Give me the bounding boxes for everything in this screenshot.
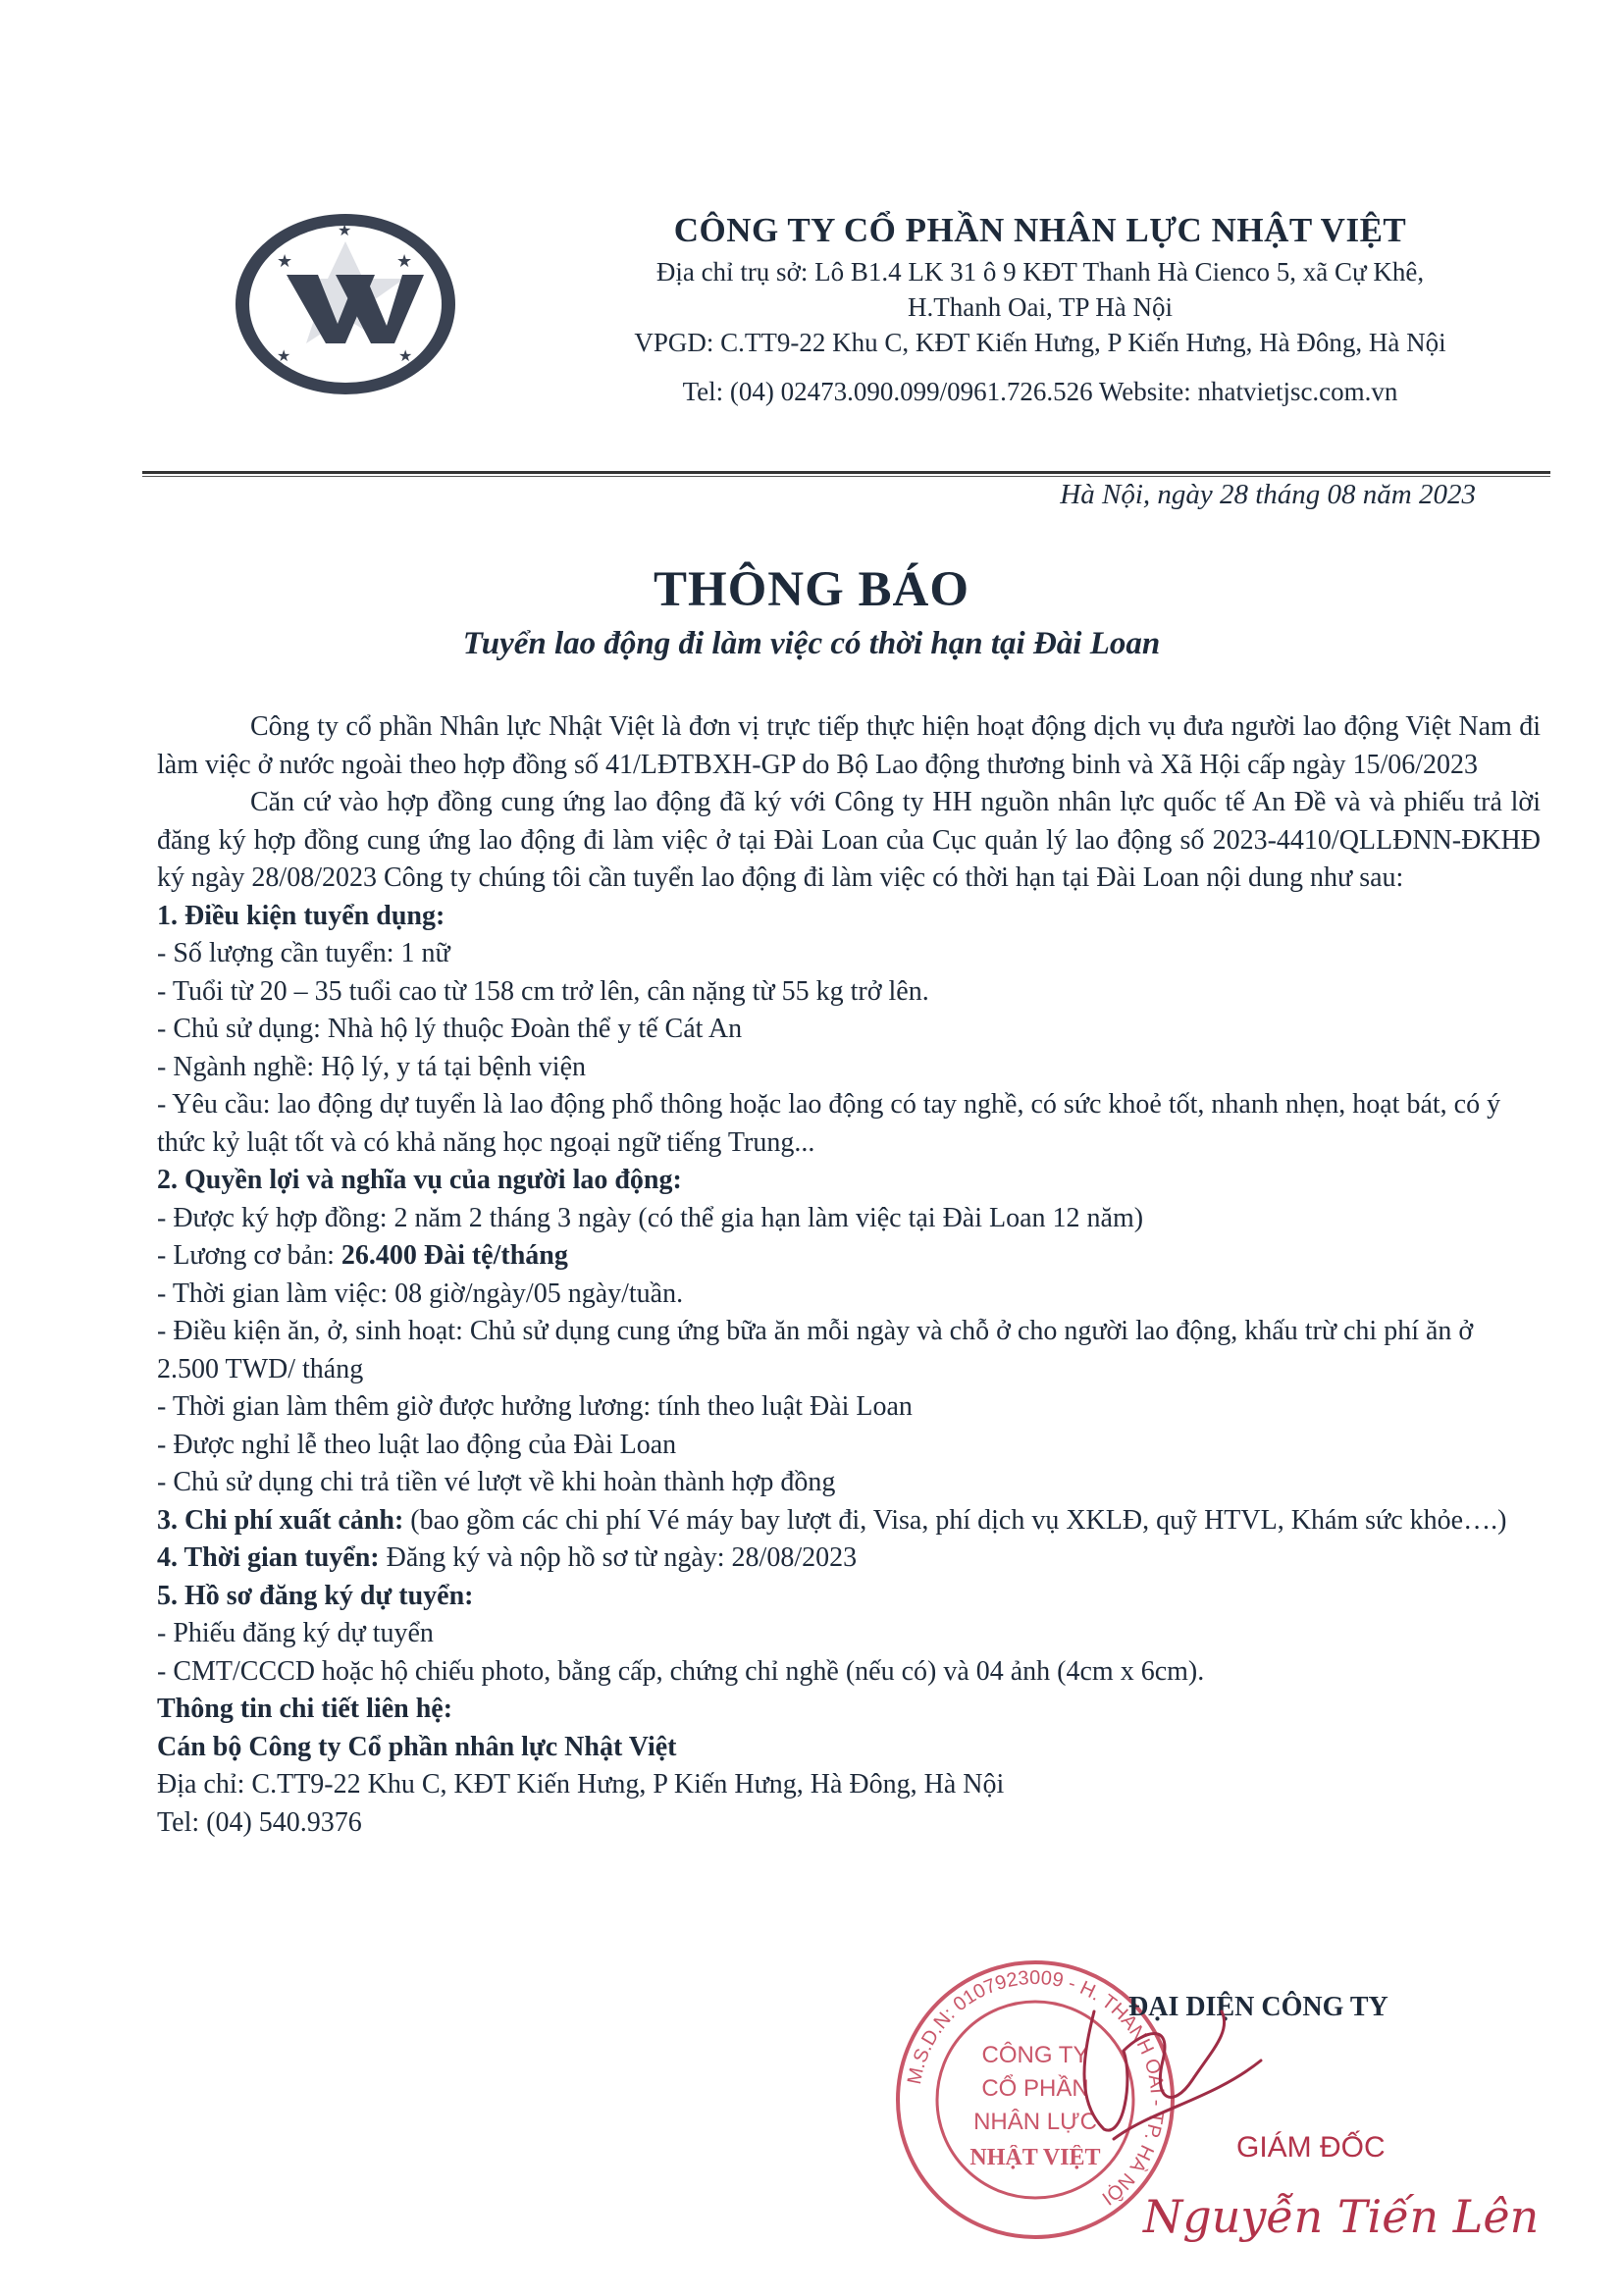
contact-name: Cán bộ Công ty Cổ phần nhân lực Nhật Việt [157,1731,677,1762]
section-3-heading: 3. Chi phí xuất cảnh: [157,1504,404,1536]
salary-value: 26.400 Đài tệ/tháng [340,1240,568,1271]
contact-heading: Thông tin chi tiết liên hệ: [157,1694,453,1724]
company-logo [228,206,463,402]
contact-line: Tel: (04) 02473.090.099/0961.726.526 Website: nhatvietjsc.com.vn [682,377,1398,406]
section-2-heading: 2. Quyền lợi và nghĩa vụ của người lao động: [157,1165,682,1195]
svg-text:★: ★ [277,251,293,271]
director-title: GIÁM ĐỐC [1236,2131,1386,2164]
salary-line [157,1237,1541,1276]
section-1-item: - Ngành nghề: Hộ lý, y tá tại bệnh viện [157,1051,587,1082]
stamp-line: CỔ PHẦN [981,2075,1089,2102]
document-date: Hà Nội, ngày 28 tháng 08 năm 2023 [1060,479,1476,510]
intro-paragraph-2: Căn cứ vào hợp đồng cung ứng lao động đã ký với Công ty HH nguồn nhân lực quốc tế An Đề và và phiếu trả lời đăng ký hợp đồng cung ứng lao động đi làm việc ở tại Đài Loan của Cục quản lý lao động số 2023-4410/QLLĐNN-ĐKHĐ ký ngày 28/08/2023 Công ty chúng tôi cần tuyển lao động đi làm việc có thời hạn tại Đài Loan nội dung như sau: [157,787,1541,893]
header-divider-thin [142,476,1550,477]
section-3-text: (bao gồm các chi phí Vé máy bay lượt đi, Visa, phí dịch vụ XKLĐ, quỹ HTVL, Khám sức khỏe….) [403,1504,1507,1536]
document-subtitle: Tuyển lao động đi làm việc có thời hạn tại Đài Loan [462,626,1161,661]
section-1-item: - Chủ sử dụng: Nhà hộ lý thuộc Đoàn thể y tế Cát An [157,1014,743,1044]
svg-text:★: ★ [398,348,413,365]
section-2-item: - Được nghỉ lễ theo luật lao động của Đài Loan [157,1429,677,1460]
address-line-2: H.Thanh Oai, TP Hà Nội [908,292,1173,322]
section-5-item: - Phiếu đăng ký dự tuyển [157,1618,434,1648]
section-1-item: - Tuổi từ 20 – 35 tuổi cao từ 158 cm trở lên, cân nặng từ 55 kg trở lên. [157,975,929,1007]
section-2-item: - Thời gian làm việc: 08 giờ/ngày/05 ngày/tuần. [157,1278,684,1309]
section-5-item: - CMT/CCCD hoặc hộ chiếu photo, bằng cấp, chứng chỉ nghề (nếu có) và 04 ảnh (4cm x 6cm). [157,1655,1205,1687]
svg-text:★: ★ [396,251,413,271]
section-4 [157,1539,1541,1578]
section-2-item: - Thời gian làm thêm giờ được hưởng lương: tính theo luật Đài Loan [157,1391,913,1422]
handwritten-signature [1055,1992,1281,2149]
contact-address: Địa chỉ: C.TT9-22 Khu C, KĐT Kiến Hưng, P Kiến Hưng, Hà Đông, Hà Nội [157,1769,1005,1800]
svg-text:★: ★ [338,223,352,239]
office-address: VPGD: C.TT9-22 Khu C, KĐT Kiến Hưng, P Kiến Hưng, Hà Đông, Hà Nội [634,328,1446,357]
section-4-heading: 4. Thời gian tuyển: [157,1542,380,1573]
svg-text:★: ★ [277,348,291,365]
stamp-line: NHẬT VIỆT [969,2145,1101,2170]
company-representative: ĐẠI DIỆN CÔNG TY [1128,1992,1388,2022]
company-name: CÔNG TY CỔ PHẦN NHÂN LỰC NHẬT VIỆT [673,211,1407,249]
section-2-item: - Được ký hợp đồng: 2 năm 2 tháng 3 ngày (có thể gia hạn làm việc tại Đài Loan 12 năm) [157,1202,1144,1233]
stamp-line: NHÂN LỰC [973,2109,1097,2135]
section-2-item: - Chủ sử dụng chi trả tiền vé lượt về khi hoàn thành hợp đồng [157,1467,836,1497]
salary-label: - Lương cơ bản: [157,1240,341,1271]
section-4-text: Đăng ký và nộp hồ sơ từ ngày: 28/08/2023 [379,1542,858,1573]
section-1-item: - Số lượng cần tuyển: 1 nữ [157,938,450,968]
stamp-line: CÔNG TY [981,2042,1089,2068]
section-5-heading: 5. Hồ sơ đăng ký dự tuyển: [157,1580,474,1611]
letterhead [530,211,1550,409]
intro-paragraph-1: Công ty cổ phần Nhân lực Nhật Việt là đơn vị trực tiếp thực hiện hoạt động dịch vụ đưa người lao động Việt Nam đi làm việc ở nước ngoài theo hợp đồng số 41/LĐTBXH-GP do Bộ Lao động thương binh và Xã Hội cấp ngày 15/06/2023 [157,711,1541,780]
director-name: Nguyễn Tiến Lên [1143,2190,1540,2243]
section-1-heading: 1. Điều kiện tuyển dụng: [157,900,445,931]
header-divider [142,471,1550,474]
contact-tel: Tel: (04) 540.9376 [157,1806,362,1838]
section-2-item: - Điều kiện ăn, ở, sinh hoạt: Chủ sử dụng cung ứng bữa ăn mỗi ngày và chỗ ở cho người lao động, khấu trừ chi phí ăn ở 2.500 TWD/ tháng [157,1316,1474,1384]
document-body [157,708,1541,1842]
section-3 [157,1502,1541,1540]
section-1-item: - Yêu cầu: lao động dự tuyển là lao động phổ thông hoặc lao động có tay nghề, có sức khoẻ tốt, nhanh nhẹn, hoạt bát, có ý thức kỷ luật tốt và có khả năng học ngoại ngữ tiếng Trung... [157,1089,1501,1158]
document-title: THÔNG BÁO [653,562,970,617]
stamp-ring-text: M.S.D.N: 0107923009 - H. THANH OAI - TP. HÀ NỘI [903,1966,1169,2210]
address-line-1: Địa chỉ trụ sở: Lô B1.4 LK 31 ô 9 KĐT Thanh Hà Cienco 5, xã Cự Khê, [655,257,1425,287]
